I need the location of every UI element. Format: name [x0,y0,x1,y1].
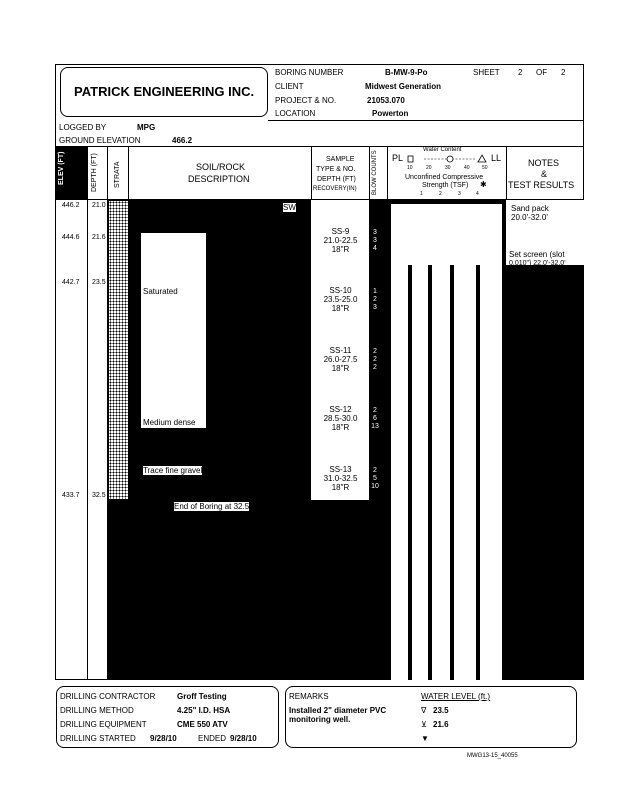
notes-header-2: & [541,169,548,179]
note-screen-1: Set screen (slot [509,250,565,259]
water-level-label: WATER LEVEL (ft.) [421,692,491,701]
sample-recovery: 18"R [331,245,350,254]
blow-count: 3 [373,229,377,236]
ucs-tick-3: 3 [458,191,461,197]
elevation-2: 444.6 [62,234,80,241]
pl-symbol [408,156,413,162]
blow-count: 2 [373,356,377,363]
sample-recovery: 18"R [331,483,350,492]
water-tick-50: 50 [482,165,488,171]
ll-label: LL [491,153,502,163]
plot-strip-3 [432,265,450,680]
sample-id: SS-10 [329,286,352,295]
blow-ss-13 [371,467,379,491]
uscs-code: SW [283,203,296,212]
remarks-line-2: monitoring well. [289,715,351,724]
description-medium-dense: Medium dense [143,418,196,427]
sample-recovery: 18"R [331,364,350,373]
water-level-marker-2: ∇ [132,277,138,286]
sample-id: SS-12 [329,405,352,414]
water-level-symbol-3: ▼ [421,734,429,743]
blow-count: 13 [371,423,379,430]
elev-header: ELEV (FT) [58,151,65,185]
ucs-tick-4: 4 [476,191,479,197]
plot-strip-4 [454,265,476,680]
description-trace-gravel: Trace fine gravel [143,466,203,475]
sheet-of: OF [536,68,548,77]
water-tick-40: 40 [464,165,470,171]
strata-below [108,500,129,680]
depth-1: 21.0 [92,202,106,209]
water-content-symbol [447,156,453,162]
remarks-label: REMARKS [289,692,329,701]
sample-id: SS-9 [331,227,350,236]
ucs-tick-1: 1 [420,191,423,197]
water-tick-30: 30 [445,165,451,171]
sample-ss-10 [312,286,369,313]
blow-count: 1 [373,288,377,295]
notes-header-1: NOTES [528,158,560,168]
plot-strip-1 [391,265,408,680]
sample-depth: 23.5-25.0 [323,295,358,304]
depth-4: 32.5 [92,492,106,499]
sample-header-1: SAMPLE [326,156,355,163]
blow-count: 2 [373,296,377,303]
note-sand-pack-2: 20.0'-32.0' [511,213,548,222]
sample-header-3: DEPTH (FT) [317,176,356,183]
started-label: DRILLING STARTED [60,734,136,743]
blow-counts-header: BLOW COUNTS [372,150,378,195]
ucs-symbol: ✱ [480,180,487,189]
pl-label: PL [392,153,404,163]
sample-below [311,500,369,680]
blow-ss-10 [371,288,379,312]
client-value: Midwest Generation [365,82,442,91]
depth-3: 23.5 [92,279,106,286]
blow-ss-12 [371,407,379,431]
divider-blow [369,147,370,200]
ll-symbol [478,155,486,162]
sheet-total: 2 [561,68,566,77]
note-sand-pack-1: Sand pack [511,204,549,213]
boring-number-label: BORING NUMBER [275,68,344,77]
sample-ss-12 [312,405,369,432]
contractor-value: Groff Testing [177,692,227,701]
ucs-label-1: Unconfined Compressive [405,174,484,181]
blow-count: 6 [373,415,377,422]
depth-2: 21.6 [92,234,106,241]
blow-count: 2 [373,467,377,474]
logged-by-label: LOGGED BY [59,123,107,132]
divider-plot [387,147,388,200]
sample-header-2: TYPE & NO. [316,166,356,173]
blow-count: 2 [373,348,377,355]
strata-sand-pattern [108,200,129,500]
sample-id: SS-11 [329,346,352,355]
divider-depth [87,147,88,680]
sheet-number: 2 [518,68,523,77]
sample-header-4: RECOVERY(IN) [313,186,357,192]
water-content-label: Water Content [423,147,462,153]
ground-elevation-label: GROUND ELEVATION [59,136,141,145]
sample-ss-11 [312,346,369,373]
method-value: 4.25" I.D. HSA [177,706,231,715]
description-header-2: DESCRIPTION [188,174,250,184]
method-label: DRILLING METHOD [60,706,134,715]
blow-counts-body [369,200,388,680]
elevation-3: 442.7 [62,279,80,286]
description-white-box [141,233,206,428]
sample-ss-13 [312,465,369,492]
client-label: CLIENT [275,82,304,91]
project-number: 21053.070 [367,96,405,105]
blow-count: 2 [373,364,377,371]
water-tick-10: 10 [407,165,413,171]
water-tick-20: 20 [426,165,432,171]
blow-ss-11 [371,348,379,372]
sample-recovery: 18"R [331,304,350,313]
sample-depth: 21.0-22.5 [323,236,358,245]
depth-header: DEPTH (FT) [91,153,98,192]
document-code: MWG13-15_40055 [467,753,518,759]
blow-count: 10 [371,483,379,490]
description-end-of-boring: End of Boring at 32.5 [174,502,250,511]
logged-by-value: MPG [137,123,156,132]
description-saturated: Saturated [143,287,178,296]
started-value: 9/28/10 [150,734,177,743]
remarks-line-1: Installed 2" diameter PVC [289,706,387,715]
sample-depth: 26.0-27.5 [323,355,358,364]
note-screen-2: 0.010") 22.0'-32.0' [509,260,566,267]
ucs-label-2: Strength (TSF) [422,182,469,189]
elevation-1: 446.2 [62,202,80,209]
blow-count: 3 [373,237,377,244]
water-level-symbol-1: ∇ [421,706,427,715]
location-underline [268,120,584,121]
notes-header-3: TEST RESULTS [508,180,575,190]
elevation-4: 433.7 [62,492,80,499]
ground-elevation-value: 466.2 [172,136,193,145]
water-level-value-2: 21.6 [433,720,449,729]
blow-count: 4 [373,245,377,252]
blow-count: 5 [373,475,377,482]
ended-label: ENDED [198,734,227,743]
sample-recovery: 18"R [331,423,350,432]
water-level-value-1: 23.5 [433,706,449,715]
strata-header: STRATA [114,161,121,188]
header-divider [55,146,584,147]
blow-count: 2 [373,407,377,414]
water-level-marker-1: ⊻ [132,232,138,241]
divider-desc [128,147,129,200]
sheet-label: SHEET [473,68,500,77]
sample-ss-9 [312,227,369,254]
location-value: Powerton [372,109,409,118]
project-label: PROJECT & NO. [275,96,337,105]
sample-depth: 28.5-30.0 [323,414,358,423]
contractor-label: DRILLING CONTRACTOR [60,692,156,701]
sample-id: SS-13 [329,465,352,474]
ucs-tick-2: 2 [439,191,442,197]
notes-column [506,265,584,680]
plot-strip-2 [412,265,428,680]
sample-depth: 31.0-32.5 [323,474,358,483]
company-name: PATRICK ENGINEERING INC. [74,84,255,99]
blow-ss-9 [371,229,379,253]
location-label: LOCATION [275,109,316,118]
plot-strip-5 [480,265,502,680]
description-header-1: SOIL/ROCK [196,162,246,172]
divider-notes [506,147,507,200]
ended-value: 9/28/10 [230,734,257,743]
equipment-label: DRILLING EQUIPMENT [60,720,147,729]
boring-number: B-MW-9-Po [385,68,428,77]
blow-count: 3 [373,304,377,311]
water-level-symbol-2: ⊻ [421,720,427,729]
plot-top-band [391,204,502,265]
equipment-value: CME 550 ATV [177,720,228,729]
divider-sample [311,147,312,200]
